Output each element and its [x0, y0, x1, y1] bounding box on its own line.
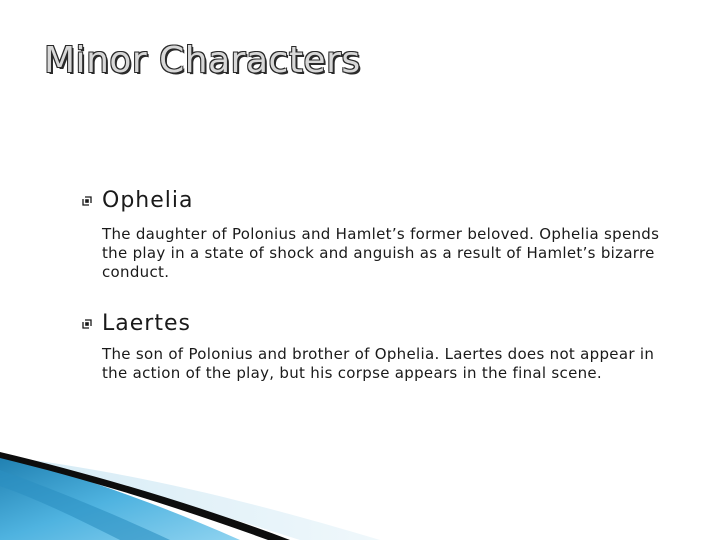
bullet-body: The son of Polonius and brother of Ophelia. Laertes does not appear in the action of the play, but his corpse appears in the final scene. [102, 345, 655, 382]
slide-title: Minor Characters [44, 40, 361, 81]
bullet-heading: Laertes [102, 311, 191, 336]
bullet-heading: Ophelia [102, 188, 194, 213]
bullet-body: The daughter of Polonius and Hamlet’s former beloved. Ophelia spends the play in a state of shock and anguish as a result of Hamlet’s bizarre conduct. [102, 225, 660, 281]
